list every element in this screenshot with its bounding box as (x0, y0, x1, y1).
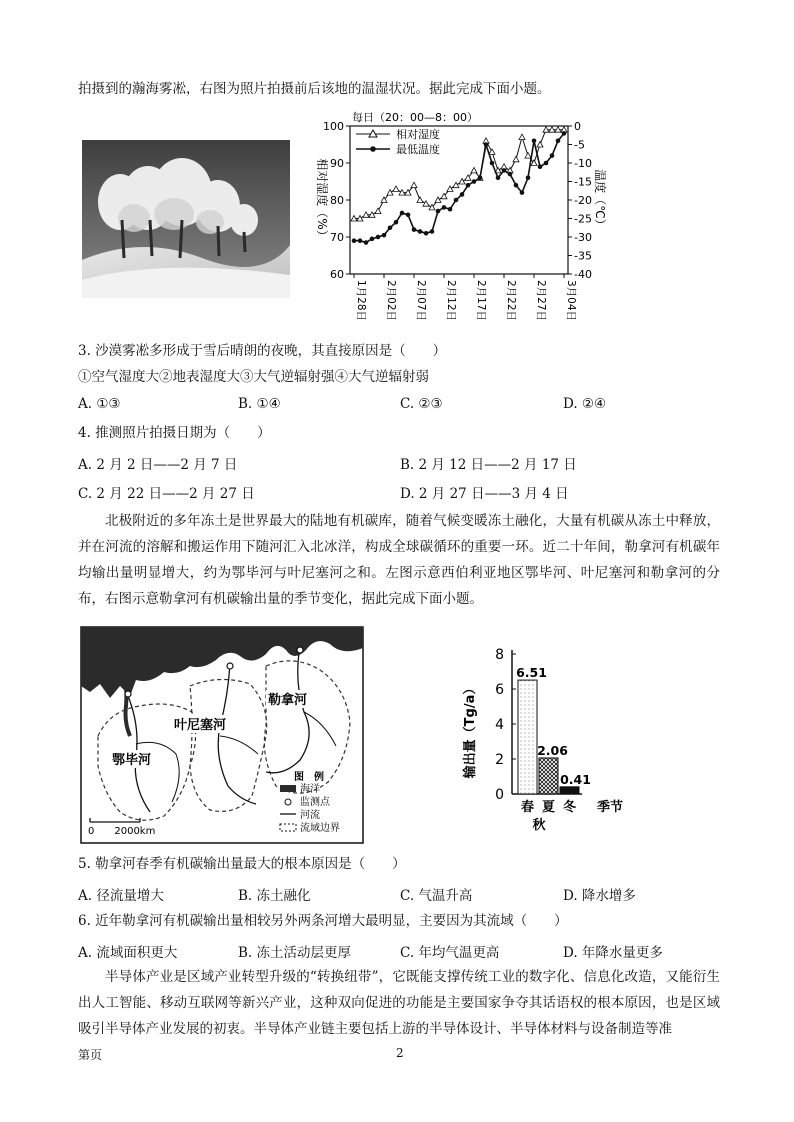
y-right-axis-label: 温度（℃） (593, 169, 607, 231)
temperature-point (412, 227, 417, 232)
monitoring-point-yenisei (227, 663, 233, 669)
temperature-point (550, 153, 555, 158)
temperature-point (454, 198, 459, 203)
category-label: 秋 (532, 818, 546, 833)
q5-option-a[interactable]: A. 径流量增大 (78, 888, 164, 904)
y-right-tick-label: -30 (574, 231, 592, 244)
x-tick-label: 2月22日 (505, 280, 517, 322)
temperature-point (400, 211, 405, 216)
temperature-point (508, 172, 513, 177)
temperature-point (520, 190, 525, 195)
x-tick-label: 2月27日 (535, 280, 547, 322)
temperature-point (478, 176, 483, 181)
bar (539, 758, 558, 794)
bar-y-tick-label: 0 (495, 787, 504, 803)
x-tick-label: 2月12日 (445, 280, 457, 322)
temperature-point (448, 207, 453, 212)
humidity-point (417, 197, 423, 203)
temperature-point (556, 139, 561, 144)
rime-photo (82, 140, 290, 298)
temperature-point (472, 179, 477, 184)
bar-y-axis-label: 输出量（Tg/a） (463, 681, 478, 779)
temperature-point (376, 235, 381, 240)
temperature-point (538, 164, 543, 169)
temperature-point (394, 220, 399, 225)
legend-temp-marker (370, 146, 376, 152)
bar (560, 787, 579, 794)
temperature-point (364, 240, 369, 245)
y-right-tick-label: -35 (574, 249, 592, 263)
temperature-point (442, 205, 447, 210)
category-label: 冬 (562, 800, 577, 815)
x-tick-label: 2月02日 (385, 280, 397, 322)
humidity-point (393, 186, 399, 192)
humidity-point (513, 156, 519, 162)
monitoring-point-ob (125, 691, 131, 697)
y-right-tick-label: -25 (574, 212, 592, 226)
temperature-point (358, 238, 363, 243)
x-tick-label: 3月04日 (565, 280, 577, 322)
q4-option-a[interactable]: A. 2 月 2 日——2 月 7 日 (78, 457, 238, 473)
humidity-point (447, 186, 453, 192)
q6-option-b[interactable]: B. 冻土活动层更厚 (238, 945, 352, 961)
category-label: 春 (520, 800, 535, 815)
legend-ocean: 海洋 (300, 784, 320, 795)
humidity-point (537, 142, 543, 148)
y-right-tick-label: -40 (574, 268, 592, 281)
label-yenisei: 叶尼塞河 (174, 718, 227, 733)
rime-photo-image (82, 140, 290, 298)
temperature-point (484, 142, 489, 147)
temperature-point (562, 131, 567, 136)
bar-value-label: 6.51 (516, 665, 547, 681)
temperature-point (544, 161, 549, 166)
label-lena: 勒拿河 (268, 693, 308, 708)
temperature-point (352, 238, 357, 243)
temperature-point (406, 213, 411, 218)
label-ob: 鄂毕河 (112, 753, 152, 768)
bar-y-tick-label: 2 (495, 752, 504, 768)
q5-option-d[interactable]: D. 降水增多 (563, 888, 636, 904)
humidity-point (525, 153, 531, 159)
q5-option-c[interactable]: C. 气温升高 (400, 888, 473, 904)
bar-y-tick-label: 6 (495, 682, 504, 698)
humidity-point (519, 134, 525, 140)
q6-option-d[interactable]: D. 年降水量更多 (563, 945, 663, 961)
y-right-tick-label: -15 (574, 175, 592, 189)
climate-top-label: 每日（20：00—8：00） (352, 111, 478, 124)
legend-humidity-label: 相对湿度 (396, 128, 440, 141)
bar-value-label: 2.06 (537, 742, 568, 758)
y-right-tick-label: -20 (574, 194, 592, 207)
passage-arctic-carbon: 北极附近的多年冻土是世界最大的陆地有机碳库，随着气候变暖冻土融化，大量有机碳从冻土中释放，并在河流的溶解和搬运作用下随河汇入北冰洋，构成全球碳循环的重要一环。近二十年间，勒拿河有机碳年均输出量明显增大，约为鄂毕河与叶尼塞河之和。左图示意西伯利亚地区鄂毕河、叶尼塞河和勒拿河的分布，右图示意勒拿河有机碳输出量的季节变化，据此完成下面小题。 (78, 513, 720, 607)
temperature-point (430, 229, 435, 234)
climate-chart (300, 108, 607, 330)
footer-label: 第页 (78, 1048, 103, 1062)
page-number: 2 (396, 1046, 404, 1060)
temperature-point (466, 183, 471, 188)
temperature-point (460, 192, 465, 197)
q3-option-a[interactable]: A. ①③ (78, 396, 121, 412)
temperature-point (532, 139, 537, 144)
humidity-point (375, 208, 381, 214)
bar-y-tick-label: 4 (495, 717, 504, 733)
humidity-point (435, 197, 441, 203)
legend-river: 河流 (300, 810, 320, 821)
y-right-tick-label: -5 (574, 138, 585, 152)
siberia-river-map (80, 626, 364, 844)
q3-option-c[interactable]: C. ②③ (400, 396, 443, 412)
y-left-tick-label: 90 (330, 157, 344, 170)
q6-option-c[interactable]: C. 年均气温更高 (400, 945, 500, 961)
q5-stem: 5. 勒拿河春季有机碳输出量最大的根本原因是（ ） (78, 856, 406, 872)
q6-option-a[interactable]: A. 流域面积更大 (78, 945, 178, 961)
bar (518, 680, 537, 794)
x-tick-label: 1月28日 (355, 280, 367, 322)
temperature-point (370, 237, 375, 242)
humidity-series-line (354, 130, 564, 219)
q3-stem: 3. 沙漠雾凇多形成于雪后晴朗的夜晚，其直接原因是（ ） (78, 343, 447, 359)
temperature-point (514, 183, 519, 188)
q3-items: ①空气湿度大②地表湿度大③大气逆辐射强④大气逆辐射弱 (78, 369, 429, 385)
x-tick-label: 2月17日 (475, 280, 487, 322)
y-left-tick-label: 100 (323, 120, 344, 133)
bar-y-tick-label: 8 (495, 647, 504, 663)
x-tick-label: 2月07日 (415, 280, 427, 322)
q3-option-b[interactable]: B. ①④ (238, 396, 281, 412)
temperature-point (502, 168, 507, 173)
y-right-tick-label: 0 (574, 120, 581, 133)
temperature-point (418, 229, 423, 234)
q5-option-b[interactable]: B. 冻土融化 (238, 888, 311, 904)
y-right-tick-label: -10 (574, 157, 592, 170)
q6-stem: 6. 近年勒拿河有机碳输出量相较另外两条河增大最明显，主要因为其流域（ ） (78, 913, 568, 929)
passage-semiconductor: 半导体产业是区域产业转型升级的“转换纽带”，它既能支撑传统工业的数字化、信息化改造，又能衍生出人工智能、移动互联网等新兴产业，这种双向促进的功能是主要国家争夺其话语权的根本原因，也是区域吸引半导体产业发展的初衷。半导体产业链主要包括上游的半导体设计、半导体材料与设备制造等准 (78, 969, 720, 1037)
bar-x-axis-label: 季节 (596, 800, 624, 815)
legend-point-swatch (285, 799, 291, 805)
scale-label: 0 2000km (88, 826, 156, 837)
humidity-point (459, 179, 465, 185)
bar-value-label: 0.41 (560, 771, 591, 787)
q4-stem: 4. 推测照片拍摄日期为（ ） (78, 425, 271, 441)
temperature-point (424, 231, 429, 236)
category-label: 夏 (541, 800, 556, 815)
legend-title: 图 例 (294, 772, 324, 783)
temperature-point (382, 233, 387, 238)
y-left-tick-label: 80 (330, 194, 344, 207)
temperature-point (388, 225, 393, 230)
temperature-point (490, 161, 495, 166)
q4-option-c[interactable]: C. 2 月 22 日——2 月 27 日 (78, 486, 255, 502)
monitoring-point-lena (297, 647, 303, 653)
humidity-point (411, 182, 417, 188)
legend-boundary: 流域边界 (300, 823, 340, 834)
humidity-point (387, 190, 393, 196)
humidity-point (423, 201, 429, 207)
q4-option-d[interactable]: D. 2 月 27 日——3 月 4 日 (400, 486, 569, 502)
intro-line: 拍摄到的瀚海雾凇，右图为照片拍摄前后该地的温湿状况。据此完成下面小题。 (78, 81, 551, 97)
humidity-point (489, 149, 495, 155)
lena-carbon-bar-chart (460, 640, 650, 840)
temperature-point (496, 176, 501, 181)
legend-temp-label: 最低温度 (396, 143, 440, 156)
y-left-tick-label: 70 (330, 231, 344, 244)
q4-option-b[interactable]: B. 2 月 12 日——2 月 17 日 (400, 457, 577, 473)
q3-option-d[interactable]: D. ②④ (563, 396, 607, 412)
legend-point: 监测点 (300, 797, 330, 808)
temperature-point (436, 209, 441, 214)
y-left-axis-label: 相对湿度（%） (315, 158, 329, 242)
humidity-point (471, 167, 477, 173)
legend-ocean-swatch (280, 785, 296, 792)
humidity-point (453, 182, 459, 188)
temperature-point (526, 176, 531, 181)
y-left-tick-label: 60 (330, 268, 344, 281)
